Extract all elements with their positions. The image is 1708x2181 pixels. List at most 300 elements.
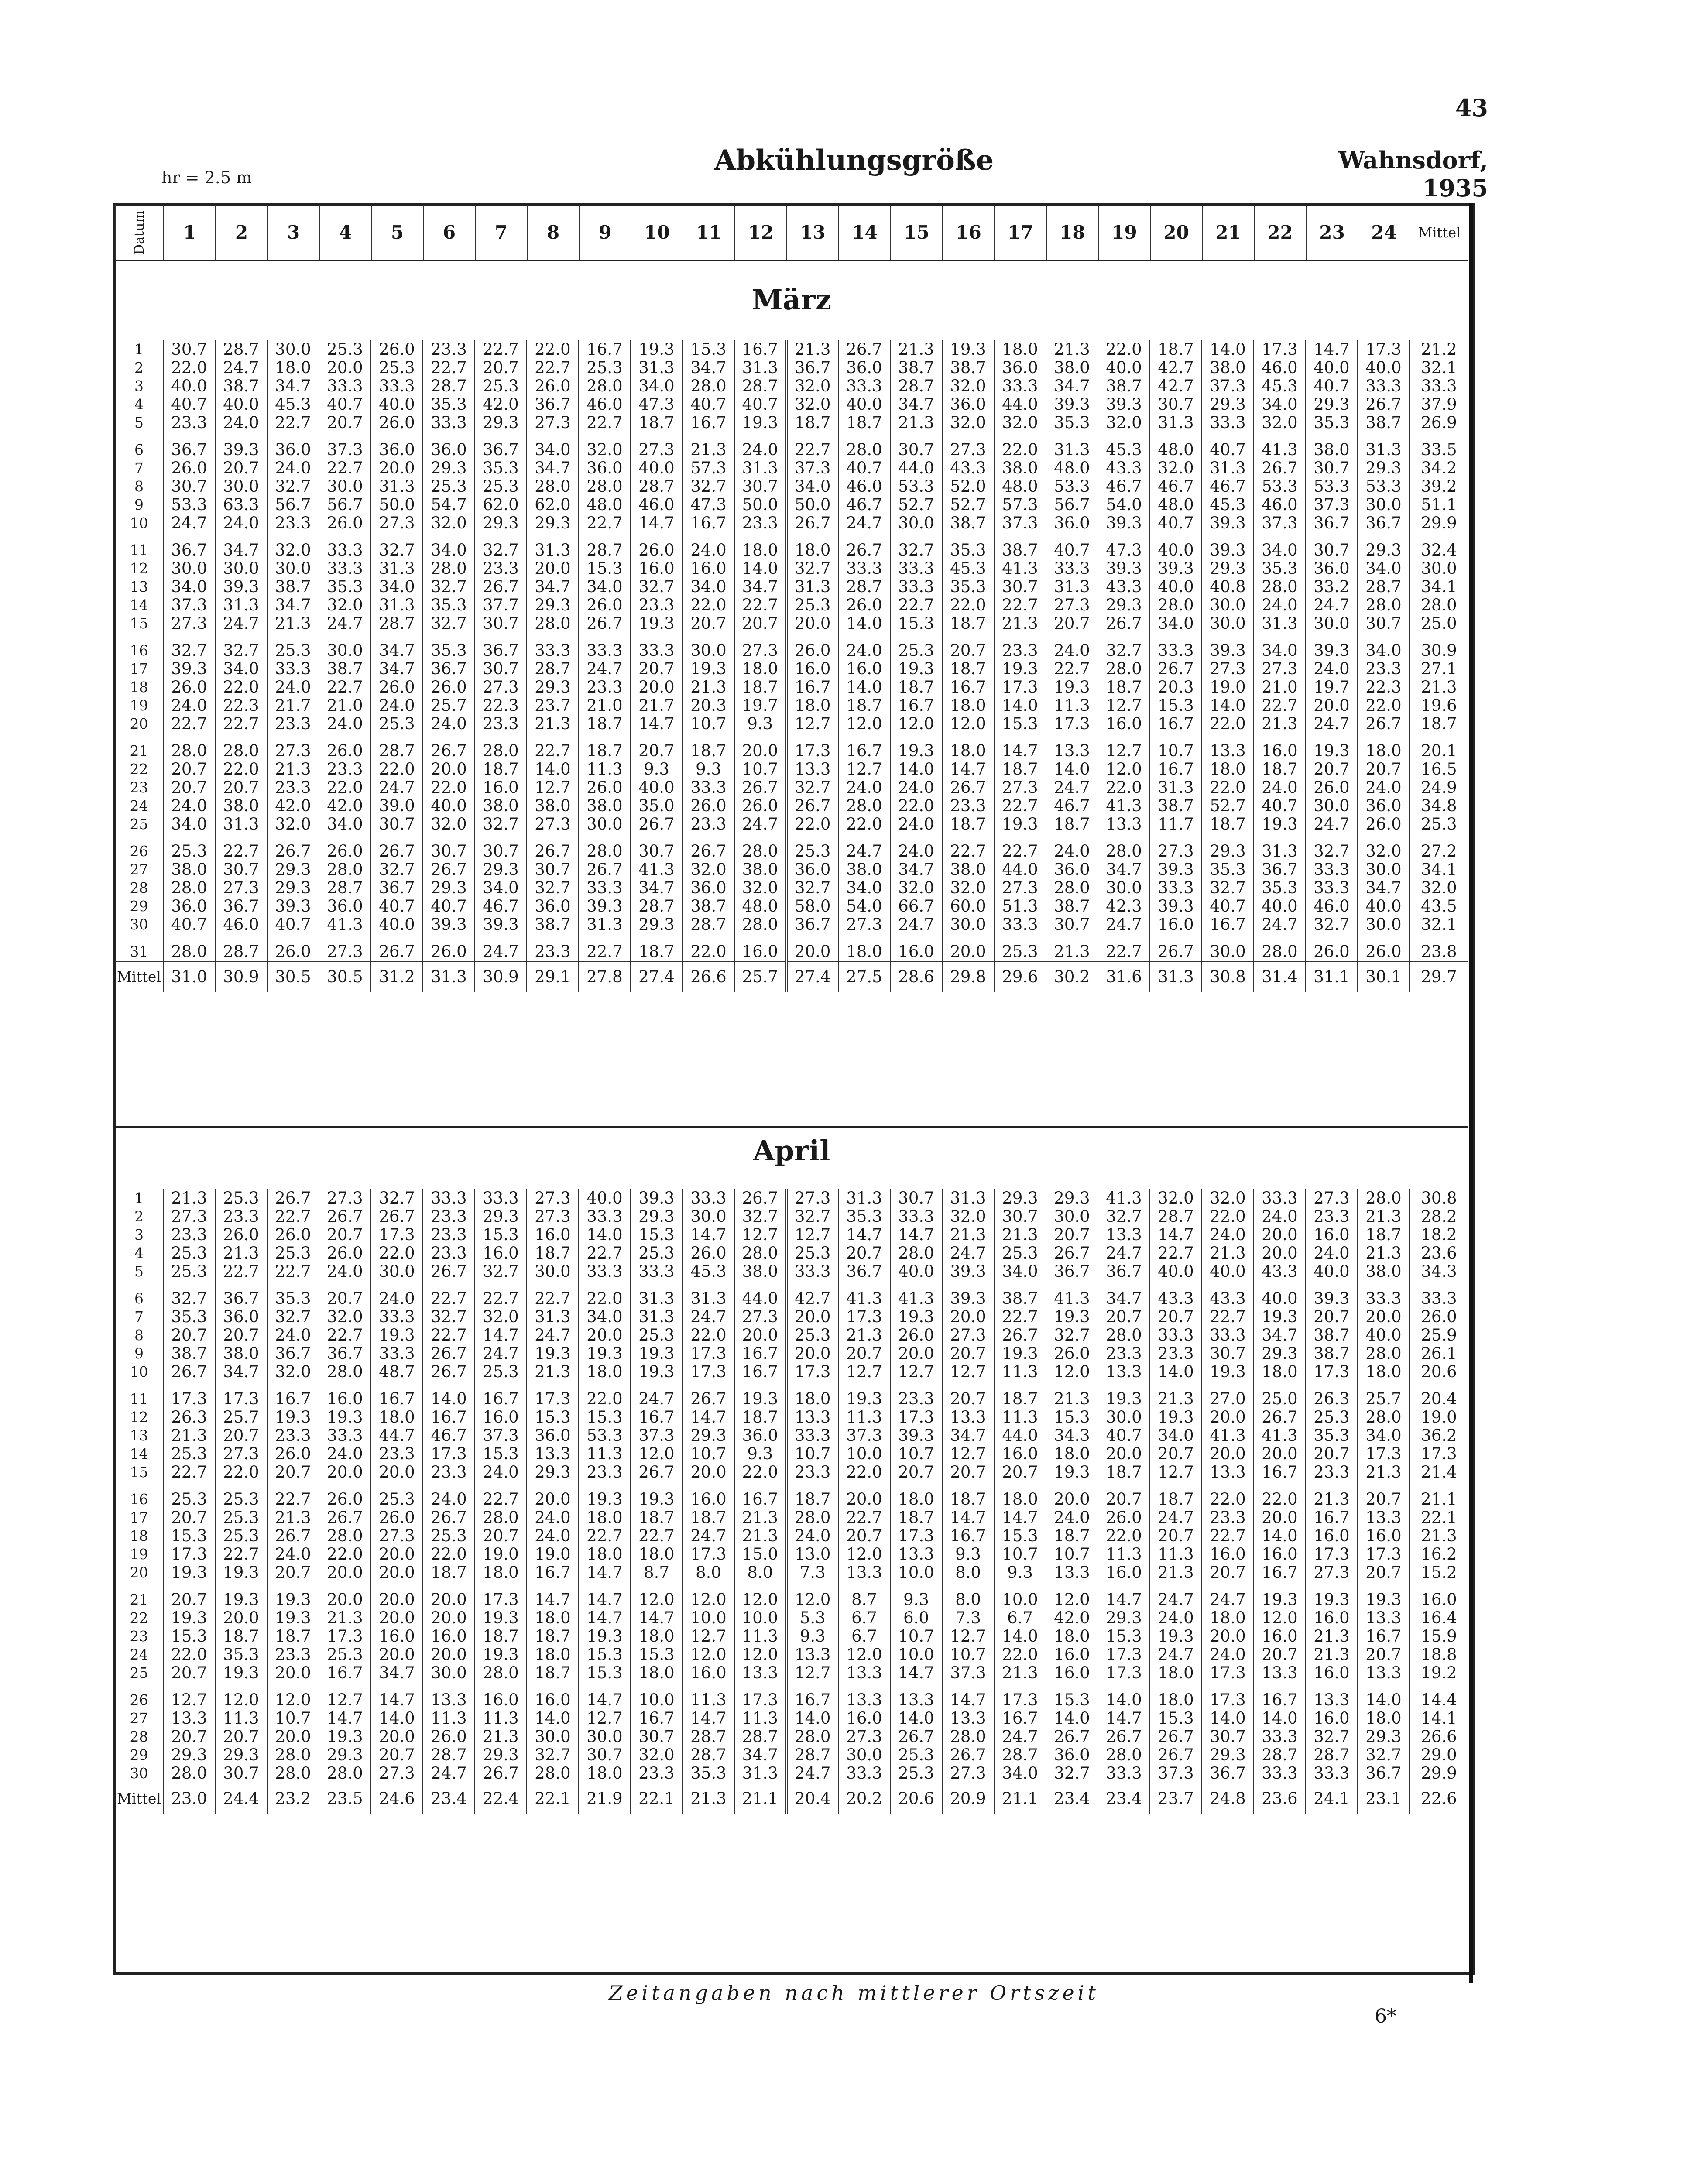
table-row [115,1545,1468,1564]
value-cell: 18.0 [1358,1363,1410,1381]
value-cell: 30.7 [994,1207,1046,1226]
value-cell: 29.3 [475,1746,527,1764]
value-cell: 28.0 [1098,1746,1150,1764]
value-cell: 43.3 [1098,578,1150,596]
value-cell: 34.0 [1358,559,1410,578]
value-cell: 24.0 [890,778,942,797]
value-cell: 24.0 [1254,596,1306,614]
table-row [115,541,1468,559]
value-cell: 17.3 [786,1363,838,1381]
value-cell: 12.0 [890,715,942,733]
value-cell: 20.0 [319,359,371,377]
value-cell: 34.0 [1358,1427,1410,1445]
value-cell: 13.3 [1046,742,1098,760]
mean-cell: 32.0 [1410,879,1468,897]
value-cell: 21.3 [1358,1463,1410,1481]
table-row [115,340,1468,359]
value-cell: 32.7 [163,641,215,660]
value-cell: 37.3 [631,1427,683,1445]
day-cell: 15 [130,1464,148,1481]
value-cell: 9.3 [683,760,734,778]
value-cell: 19.3 [1098,1390,1150,1408]
value-cell: 20.7 [319,414,371,432]
value-cell: 20.7 [1150,1445,1202,1463]
value-cell: 30.0 [942,916,994,934]
mean-cell: 29.9 [1410,1764,1468,1783]
value-cell: 28.7 [683,1746,734,1764]
value-cell: 21.0 [579,696,631,715]
value-cell: 35.3 [319,578,371,596]
value-cell: 38.0 [579,797,631,815]
value-cell: 27.3 [1254,660,1306,678]
value-cell: 46.0 [579,395,631,414]
value-cell: 30.7 [475,842,527,861]
value-cell: 32.7 [890,541,942,559]
mittel-value-cell: 29.1 [527,961,579,992]
value-cell: 32.7 [267,477,319,496]
value-cell: 18.7 [942,815,994,833]
value-cell: 30.7 [1046,916,1098,934]
value-cell: 24.0 [527,1509,579,1527]
value-cell: 36.0 [994,359,1046,377]
value-cell: 16.0 [1046,1664,1098,1682]
value-cell: 33.3 [319,559,371,578]
mean-cell: 34.1 [1410,578,1468,596]
value-cell: 34.7 [1358,879,1410,897]
value-cell: 32.7 [683,477,734,496]
value-cell: 18.7 [475,1627,527,1646]
value-cell: 20.0 [527,1490,579,1509]
day-cell: 1 [134,341,144,358]
value-cell: 14.0 [1202,1709,1254,1728]
table-row [115,678,1468,696]
mittel-value-cell: 22.1 [631,1783,683,1814]
value-cell: 25.7 [423,696,475,715]
mean-cell: 18.8 [1410,1646,1468,1664]
value-cell: 35.3 [838,1207,890,1226]
mittel-value-cell: 30.9 [215,961,267,992]
value-cell: 21.3 [942,1226,994,1244]
value-cell: 20.7 [631,660,683,678]
value-cell: 26.7 [734,1189,786,1207]
value-cell: 25.3 [215,1490,267,1509]
mean-cell: 33.5 [1410,441,1468,459]
value-cell: 34.0 [527,441,579,459]
value-cell: 33.3 [1202,414,1254,432]
value-cell: 14.7 [838,1226,890,1244]
value-cell: 26.7 [683,842,734,861]
mean-cell: 34.2 [1410,459,1468,477]
value-cell: 31.3 [683,1289,734,1308]
mittel-value-cell: 30.5 [319,961,371,992]
value-cell: 14.7 [527,1591,579,1609]
day-cell: 27 [130,861,148,878]
value-cell: 29.3 [1306,395,1358,414]
value-cell: 26.0 [734,797,786,815]
value-cell: 20.7 [163,1728,215,1746]
value-cell: 52.0 [942,477,994,496]
table-row [115,1363,1468,1381]
value-cell: 26.7 [1098,614,1150,633]
mean-cell: 51.1 [1410,496,1468,514]
value-cell: 36.0 [319,897,371,916]
value-cell: 33.3 [994,916,1046,934]
value-cell: 16.7 [371,1390,423,1408]
value-cell: 9.3 [786,1627,838,1646]
value-cell: 22.0 [1202,1207,1254,1226]
value-cell: 25.3 [786,1244,838,1262]
value-cell: 24.7 [475,1344,527,1363]
value-cell: 21.3 [786,340,838,359]
value-cell: 18.0 [890,1490,942,1509]
value-cell: 28.7 [1254,1746,1306,1764]
value-cell: 41.3 [1046,1289,1098,1308]
value-cell: 28.0 [890,1244,942,1262]
value-cell: 30.0 [267,340,319,359]
value-cell: 26.3 [1306,1390,1358,1408]
value-cell: 27.3 [475,678,527,696]
value-cell: 27.3 [942,1764,994,1783]
value-cell: 16.7 [734,1344,786,1363]
value-cell: 24.7 [1202,1591,1254,1609]
value-cell: 12.0 [215,1691,267,1709]
value-cell: 46.7 [1046,797,1098,815]
mean-cell: 16.0 [1410,1591,1468,1609]
table-row [115,1344,1468,1363]
value-cell: 20.0 [734,1326,786,1344]
hour-header-cell: 6 [423,205,475,261]
value-cell: 17.3 [1358,1545,1410,1564]
value-cell: 31.3 [631,1289,683,1308]
mean-cell: 26.6 [1410,1728,1468,1746]
value-cell: 20.7 [838,1527,890,1545]
value-cell: 34.7 [371,660,423,678]
value-cell: 33.3 [371,1308,423,1326]
value-cell: 24.0 [475,1463,527,1481]
value-cell: 34.0 [1254,541,1306,559]
table-row [115,1463,1468,1481]
value-cell: 6.7 [838,1609,890,1627]
value-cell: 40.7 [683,395,734,414]
day-cell: 31 [130,943,148,960]
value-cell: 25.3 [475,1363,527,1381]
day-cell: 30 [130,1765,148,1782]
value-cell: 18.0 [838,943,890,961]
value-cell: 18.0 [1202,760,1254,778]
value-cell: 30.7 [734,477,786,496]
day-cell: 24 [130,797,148,814]
value-cell: 39.0 [371,797,423,815]
value-cell: 38.7 [1306,1326,1358,1344]
value-cell: 26.0 [890,1326,942,1344]
value-cell: 48.0 [579,496,631,514]
value-cell: 36.7 [215,897,267,916]
value-cell: 21.3 [267,760,319,778]
value-cell: 22.7 [1254,696,1306,715]
value-cell: 29.3 [1046,1189,1098,1207]
value-cell: 31.3 [1046,441,1098,459]
value-cell: 29.3 [163,1746,215,1764]
table-row [115,596,1468,614]
value-cell: 31.3 [786,578,838,596]
table-row [115,496,1468,514]
table-row [115,1509,1468,1527]
value-cell: 33.3 [371,377,423,395]
value-cell: 6.7 [994,1609,1046,1627]
value-cell: 17.3 [371,1226,423,1244]
day-cell: 18 [130,679,148,696]
value-cell: 16.7 [890,696,942,715]
value-cell: 39.3 [942,1289,994,1308]
mean-cell: 23.6 [1410,1244,1468,1262]
datum-header [116,205,164,261]
value-cell: 31.3 [527,1308,579,1326]
value-cell: 22.7 [890,596,942,614]
value-cell: 21.3 [475,1728,527,1746]
value-cell: 28.7 [215,943,267,961]
mean-cell: 17.3 [1410,1445,1468,1463]
value-cell: 32.7 [527,879,579,897]
value-cell: 26.0 [1358,815,1410,833]
day-cell: 26 [130,843,148,860]
value-cell: 23.3 [319,760,371,778]
value-cell: 34.0 [371,578,423,596]
value-cell: 34.7 [942,1427,994,1445]
value-cell: 33.3 [1306,861,1358,879]
value-cell: 20.0 [1254,1226,1306,1244]
value-cell: 43.3 [1254,1262,1306,1281]
value-cell: 28.0 [683,377,734,395]
value-cell: 26.7 [631,815,683,833]
value-cell: 26.0 [163,678,215,696]
day-cell: 13 [130,1427,148,1444]
value-cell: 25.7 [215,1408,267,1427]
value-cell: 37.3 [942,1664,994,1682]
value-cell: 20.7 [1202,1564,1254,1582]
value-cell: 42.0 [319,797,371,815]
value-cell: 32.7 [1098,641,1150,660]
value-cell: 33.3 [527,641,579,660]
value-cell: 31.3 [734,1764,786,1783]
value-cell: 28.7 [1358,578,1410,596]
value-cell: 28.0 [527,1764,579,1783]
value-cell: 24.0 [267,678,319,696]
value-cell: 10.0 [994,1591,1046,1609]
table-row [115,477,1468,496]
value-cell: 39.3 [631,1189,683,1207]
value-cell: 26.0 [1306,778,1358,797]
value-cell: 26.7 [1358,715,1410,733]
mean-cell: 23.8 [1410,943,1468,961]
value-cell: 40.7 [267,916,319,934]
table-row [115,359,1468,377]
day-cell: 3 [134,377,144,394]
value-cell: 12.0 [267,1691,319,1709]
value-cell: 13.3 [786,760,838,778]
value-cell: 14.7 [994,1509,1046,1527]
value-cell: 60.0 [942,897,994,916]
value-cell: 25.3 [786,596,838,614]
value-cell: 23.3 [267,1646,319,1664]
value-cell: 37.3 [1254,514,1306,532]
value-cell: 32.0 [942,879,994,897]
value-cell: 39.3 [1306,641,1358,660]
value-cell: 32.7 [423,1308,475,1326]
value-cell: 31.3 [1150,414,1202,432]
value-cell: 29.3 [527,678,579,696]
value-cell: 23.3 [942,797,994,815]
value-cell: 52.7 [942,496,994,514]
value-cell: 30.7 [215,1764,267,1783]
value-cell: 19.3 [1254,1308,1306,1326]
value-cell: 17.3 [163,1390,215,1408]
value-cell: 27.3 [1046,596,1098,614]
value-cell: 20.7 [1306,1445,1358,1463]
value-cell: 34.7 [1254,1326,1306,1344]
value-cell: 20.0 [890,1344,942,1363]
value-cell: 18.7 [631,1509,683,1527]
value-cell: 28.7 [215,340,267,359]
value-cell: 16.0 [1358,1527,1410,1545]
value-cell: 40.0 [1254,1289,1306,1308]
value-cell: 27.3 [319,943,371,961]
value-cell: 20.0 [1358,1308,1410,1326]
value-cell: 30.7 [890,441,942,459]
value-cell: 13.3 [838,1664,890,1682]
value-cell: 30.0 [423,1664,475,1682]
value-cell: 51.3 [994,897,1046,916]
value-cell: 28.0 [786,1728,838,1746]
value-cell: 54.7 [423,496,475,514]
value-cell: 31.3 [371,596,423,614]
value-cell: 10.7 [1150,742,1202,760]
value-cell: 33.3 [1358,1289,1410,1308]
value-cell: 24.7 [786,1764,838,1783]
value-cell: 28.7 [371,614,423,633]
value-cell: 28.7 [683,1728,734,1746]
value-cell: 33.3 [838,1764,890,1783]
value-cell: 20.0 [423,1609,475,1627]
value-cell: 11.7 [1150,815,1202,833]
table-row [115,842,1468,861]
value-cell: 33.3 [631,641,683,660]
value-cell: 36.7 [1046,1262,1098,1281]
value-cell: 53.3 [579,1427,631,1445]
mittel-value-cell: 20.4 [786,1783,838,1814]
value-cell: 38.7 [1358,414,1410,432]
value-cell: 32.7 [371,1189,423,1207]
day-cell: 12 [130,560,148,577]
value-cell: 27.3 [734,641,786,660]
value-cell: 19.3 [215,1564,267,1582]
value-cell: 28.0 [163,879,215,897]
value-cell: 15.3 [579,1664,631,1682]
value-cell: 42.7 [1150,377,1202,395]
value-cell: 23.3 [631,596,683,614]
value-cell: 18.7 [631,943,683,961]
value-cell: 28.0 [579,842,631,861]
value-cell: 18.7 [527,1664,579,1682]
value-cell: 26.7 [1150,943,1202,961]
value-cell: 23.3 [1306,1463,1358,1481]
value-cell: 34.0 [163,815,215,833]
value-cell: 21.3 [994,1664,1046,1682]
value-cell: 25.3 [163,1490,215,1509]
table-row [115,815,1468,833]
value-cell: 47.3 [683,496,734,514]
value-cell: 46.7 [838,496,890,514]
value-cell: 24.0 [1254,1207,1306,1226]
table-row [115,760,1468,778]
value-cell: 25.3 [890,1746,942,1764]
value-cell: 58.0 [786,897,838,916]
value-cell: 27.3 [734,1308,786,1326]
value-cell: 24.0 [423,1490,475,1509]
hour-header-cell: 21 [1202,205,1254,261]
value-cell: 12.7 [942,1627,994,1646]
value-cell: 21.3 [1202,1244,1254,1262]
table-row [115,1591,1468,1609]
value-cell: 16.0 [1254,1627,1306,1646]
value-cell: 28.0 [1254,578,1306,596]
value-cell: 24.0 [267,1326,319,1344]
value-cell: 14.7 [942,760,994,778]
mean-cell: 27.1 [1410,660,1468,678]
value-cell: 20.0 [1254,1244,1306,1262]
value-cell: 19.3 [267,1609,319,1627]
table-row [115,916,1468,934]
value-cell: 14.0 [786,1709,838,1728]
value-cell: 25.3 [994,1244,1046,1262]
value-cell: 32.7 [786,1207,838,1226]
value-cell: 16.0 [994,1445,1046,1463]
value-cell: 16.7 [1150,715,1202,733]
value-cell: 21.7 [631,696,683,715]
value-cell: 16.7 [1358,1627,1410,1646]
value-cell: 40.7 [1254,797,1306,815]
value-cell: 10.7 [683,1445,734,1463]
value-cell: 25.3 [163,1262,215,1281]
value-cell: 22.0 [319,778,371,797]
value-cell: 22.7 [215,842,267,861]
value-cell: 16.0 [734,943,786,961]
value-cell: 36.0 [1046,514,1098,532]
value-cell: 16.7 [734,1490,786,1509]
value-cell: 22.0 [994,441,1046,459]
value-cell: 13.3 [838,1691,890,1709]
value-cell: 34.7 [1098,1289,1150,1308]
value-cell: 11.3 [215,1709,267,1728]
value-cell: 22.7 [994,842,1046,861]
value-cell: 40.0 [215,395,267,414]
value-cell: 9.3 [994,1564,1046,1582]
value-cell: 16.7 [1150,760,1202,778]
value-cell: 40.7 [1202,897,1254,916]
value-cell: 13.3 [1358,1509,1410,1527]
table-row [115,1764,1468,1783]
value-cell: 32.0 [631,1746,683,1764]
value-cell: 33.3 [579,641,631,660]
mittel-value-cell: 31.4 [1254,961,1306,992]
value-cell: 39.3 [423,916,475,934]
day-cell: 13 [130,578,148,595]
value-cell: 28.0 [1254,943,1306,961]
value-cell: 20.7 [1306,1308,1358,1326]
value-cell: 27.3 [838,916,890,934]
value-cell: 27.3 [163,1207,215,1226]
value-cell: 39.3 [267,897,319,916]
value-cell: 43.3 [1150,1289,1202,1308]
